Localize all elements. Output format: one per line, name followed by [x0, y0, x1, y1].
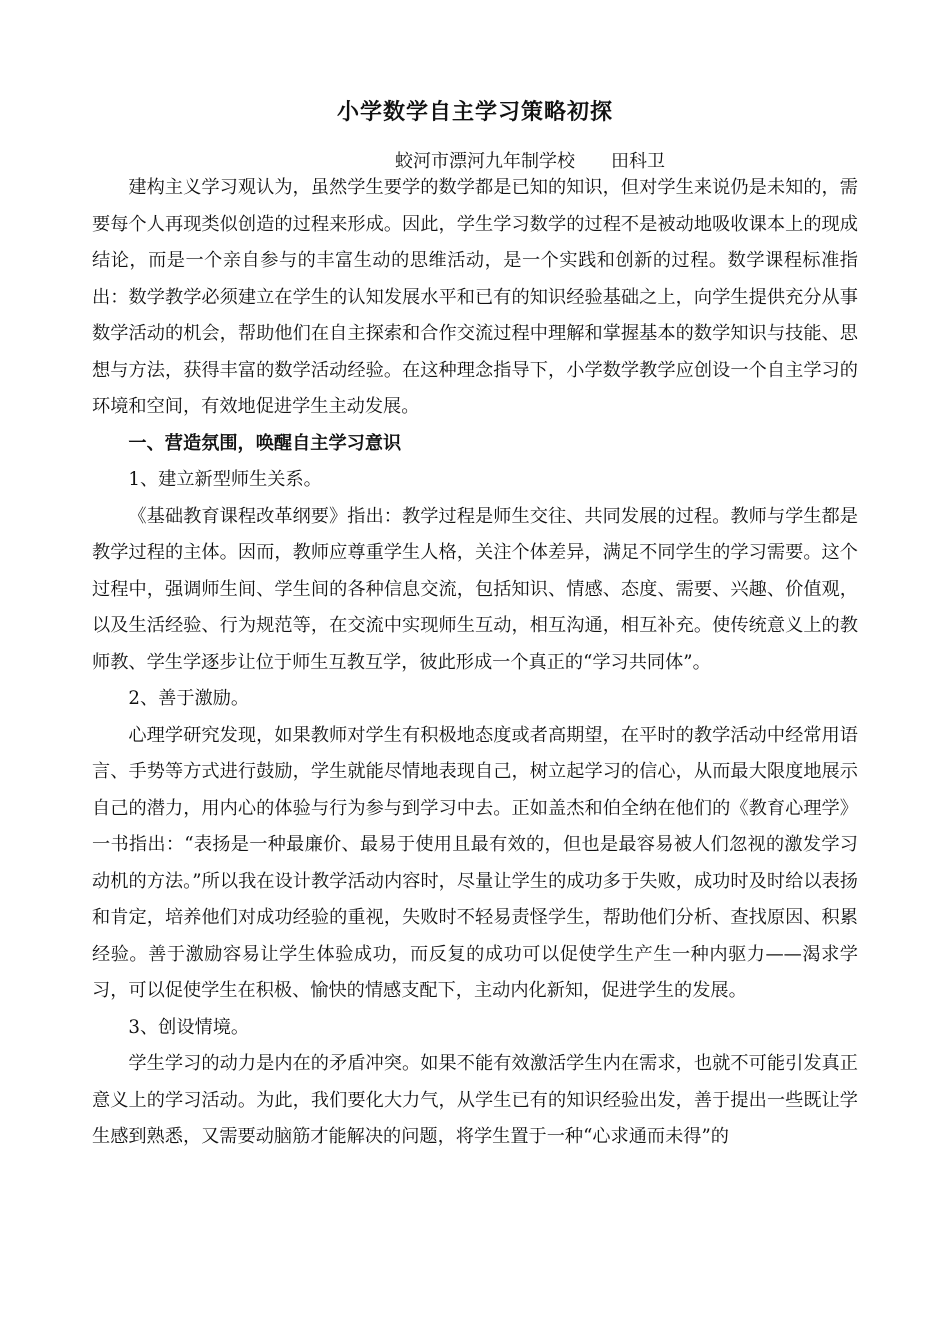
- body-paragraph: 学生学习的动力是内在的矛盾冲突。如果不能有效激活学生内在需求，也就不可能引发真正意义上的学习活动。为此，我们要化大力气，从学生已有的知识经验出发，善于提出一些既让学生感到熟悉，又需要动脑筋才能解决的问题，将学生置于一种“心求通而未得”的: [92, 1053, 858, 1147]
- subsection-heading: 1、建立新型师生关系。: [128, 469, 322, 490]
- body-paragraph: 《基础教育课程改革纲要》指出：教学过程是师生交往、共同发展的过程。教师与学生都是教学过程的主体。因而，教师应尊重学生人格，关注个体差异，满足不同学生的学习需要。这个过程中，强调师生间、学生间的各种信息交流，包括知识、情感、态度、需要、兴趣、价值观，以及生活经验、行为规范等，在交流中实现师生互动，相互沟通，相互补充。使传统意义上的教师教、学生学逐步让位于师生互教互学，彼此形成一个真正的“学习共同体”。: [92, 505, 858, 673]
- body-paragraph: 心理学研究发现，如果教师对学生有积极地态度或者高期望，在平时的教学活动中经常用语言、手势等方式进行鼓励，学生就能尽情地表现自己，树立起学习的信心，从而最大限度地展示自己的潜力，用内心的体验与行为参与到学习中去。正如盖杰和伯全纳在他们的《教育心理学》一书指出：“表扬是一种最廉价、最易于使用且最有效的，但也是最容易被人们忽视的激发学习动机的方法。”所以我在设计教学活动内容时，尽量让学生的成功多于失败，成功时及时给以表扬和肯定，培养他们对成功经验的重视，失败时不轻易责怪学生，帮助他们分析、查找原因、积累经验。善于激励容易让学生体验成功，而反复的成功可以促使学生产生一种内驱力——渴求学习，可以促使学生在积极、愉快的情感支配下，主动内化新知，促进学生的发展。: [92, 724, 858, 1001]
- document-title: 小学数学自主学习策略初探: [336, 99, 613, 125]
- subsection-heading: 2、善于激励。: [128, 688, 250, 709]
- document-body: [92, 170, 858, 1156]
- intro-paragraph: 建构主义学习观认为，虽然学生要学的数学都是已知的知识，但对学生来说仍是未知的，需要每个人再现类似创造的过程来形成。因此，学生学习数学的过程不是被动地吸收课本上的现成结论，而是一个亲自参与的丰富生动的思维活动，是一个实践和创新的过程。数学课程标准指出：数学教学必须建立在学生的认知发展水平和已有的知识经验基础之上，向学生提供充分从事数学活动的机会，帮助他们在自主探索和合作交流过程中理解和掌握基本的数学知识与技能、思想与方法，获得丰富的数学活动经验。在这种理念指导下，小学数学教学应创设一个自主学习的环境和空间，有效地促进学生主动发展。: [92, 177, 858, 417]
- document-byline: 蛟河市漂河九年制学校 田科卫: [395, 151, 665, 172]
- subsection-heading: 3、创设情境。: [128, 1016, 250, 1038]
- section-heading: 一、营造氛围，唤醒自主学习意识: [128, 432, 402, 454]
